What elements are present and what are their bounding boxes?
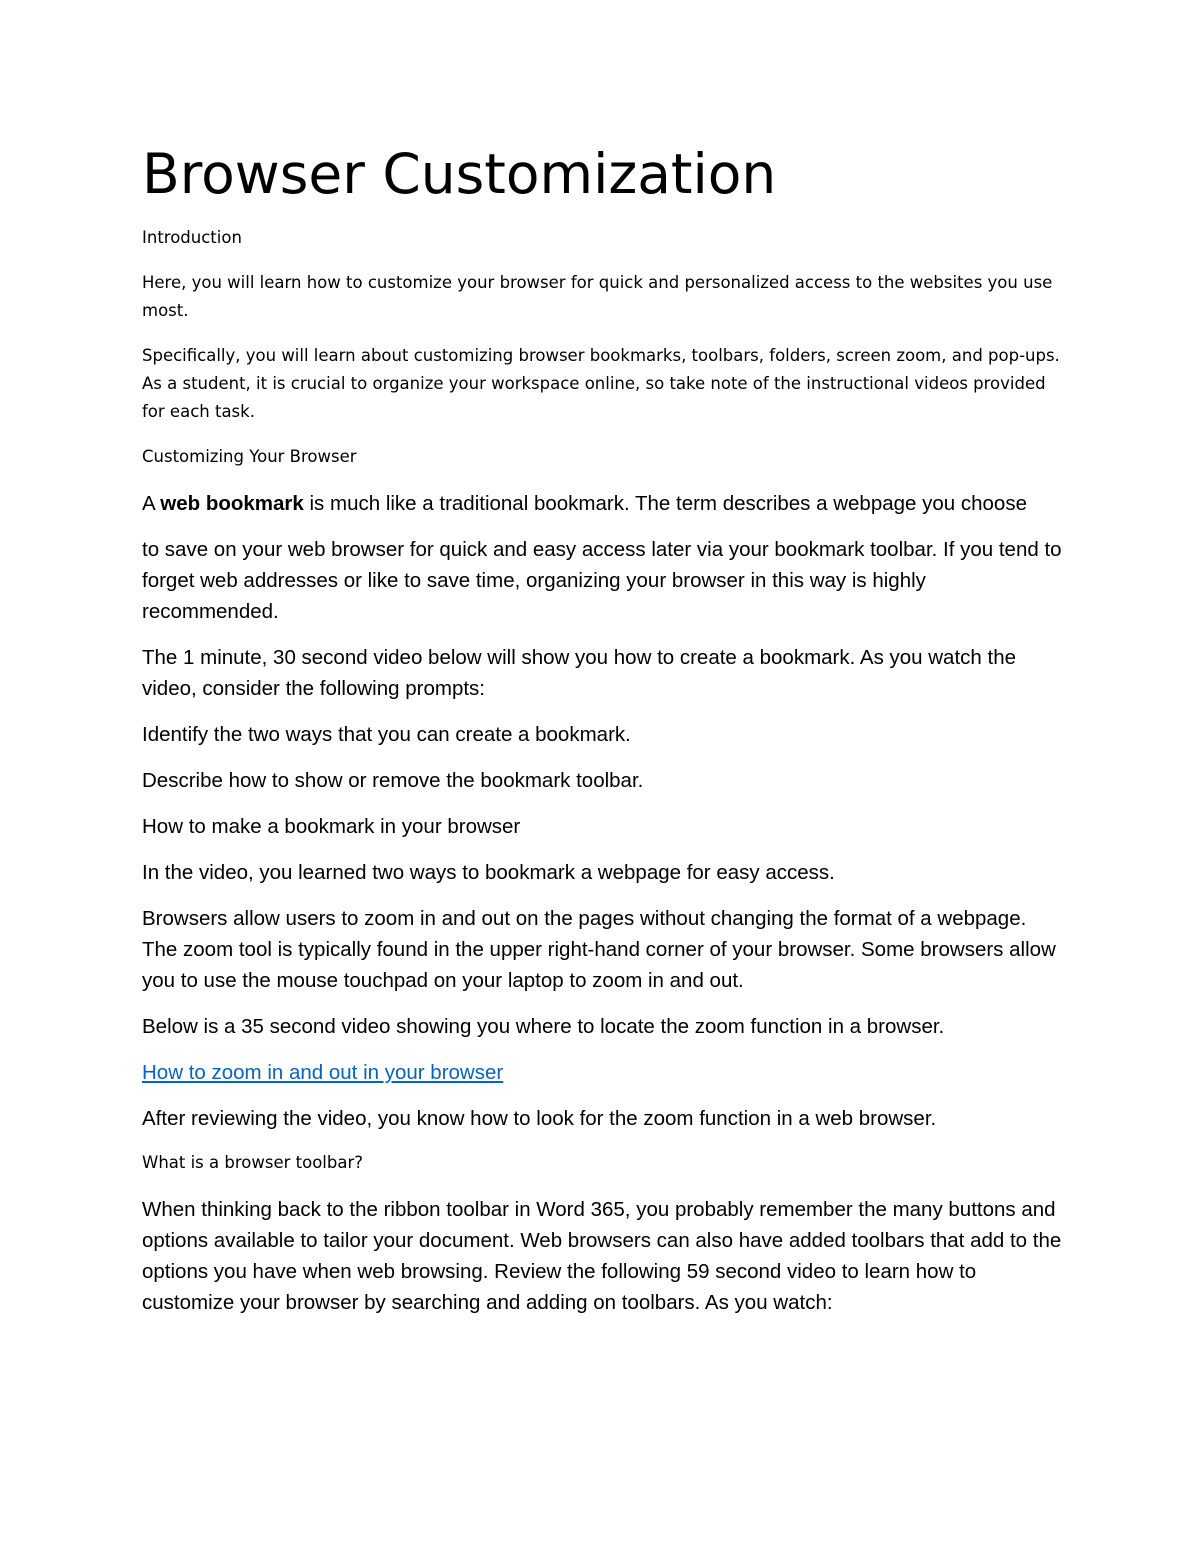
document-page [142, 138, 1062, 1333]
heading-customizing-browser: Customizing Your Browser [142, 447, 357, 466]
intro-paragraph-2: Specifically, you will learn about customizing browser bookmarks, toolbars, folders, screen zoom, and pop-ups. As a student, it is crucial to organize your workspace online, so take note of the instructional videos provided for each task. [142, 346, 1060, 421]
document-title: Browser Customization [142, 142, 777, 206]
zoom-paragraph: Browsers allow users to zoom in and out on the pages without changing the format of a webpage. The zoom tool is typically found in the upper right-hand corner of your browser. Some browsers allow you to use the mouse touchpad on your laptop to zoom in and out. [142, 907, 1056, 992]
bookmark-suffix: is much like a traditional bookmark. The term describes a webpage you choose [303, 492, 1027, 515]
bookmark-prefix: A [142, 492, 161, 515]
bookmark-paragraph-2: to save on your web browser for quick and easy access later via your bookmark toolbar. If you tend to forget web addresses or like to save time, organizing your browser in this way is highly recommended. [142, 538, 1062, 623]
prompt-2: Describe how to show or remove the bookmark toolbar. [142, 769, 644, 792]
bookmark-paragraph-1 [142, 488, 1062, 519]
after-video-paragraph: After reviewing the video, you know how to look for the zoom function in a web browser. [142, 1107, 937, 1130]
learned-paragraph: In the video, you learned two ways to bookmark a webpage for easy access. [142, 861, 835, 884]
prompt-1: Identify the two ways that you can create a bookmark. [142, 723, 631, 746]
zoom-link-paragraph [142, 1057, 1062, 1088]
zoom-video-paragraph: Below is a 35 second video showing you where to locate the zoom function in a browser. [142, 1015, 945, 1038]
howto-bookmark-heading: How to make a bookmark in your browser [142, 815, 521, 838]
zoom-video-link[interactable]: How to zoom in and out in your browser [142, 1061, 504, 1084]
heading-browser-toolbar: What is a browser toolbar? [142, 1153, 364, 1172]
intro-paragraph-1: Here, you will learn how to customize your browser for quick and personalized access to the websites you use most. [142, 273, 1053, 320]
toolbar-paragraph: When thinking back to the ribbon toolbar in Word 365, you probably remember the many buttons and options available to tailor your document. Web browsers can also have added toolbars that add to the options you have when web browsing. Review the following 59 second video to learn how to customize your browser by searching and adding on toolbars. As you watch: [142, 1198, 1062, 1314]
bookmark-term: web bookmark [160, 492, 304, 515]
heading-introduction: Introduction [142, 228, 242, 247]
video-intro-paragraph: The 1 minute, 30 second video below will show you how to create a bookmark. As you watch the video, consider the following prompts: [142, 646, 1017, 700]
